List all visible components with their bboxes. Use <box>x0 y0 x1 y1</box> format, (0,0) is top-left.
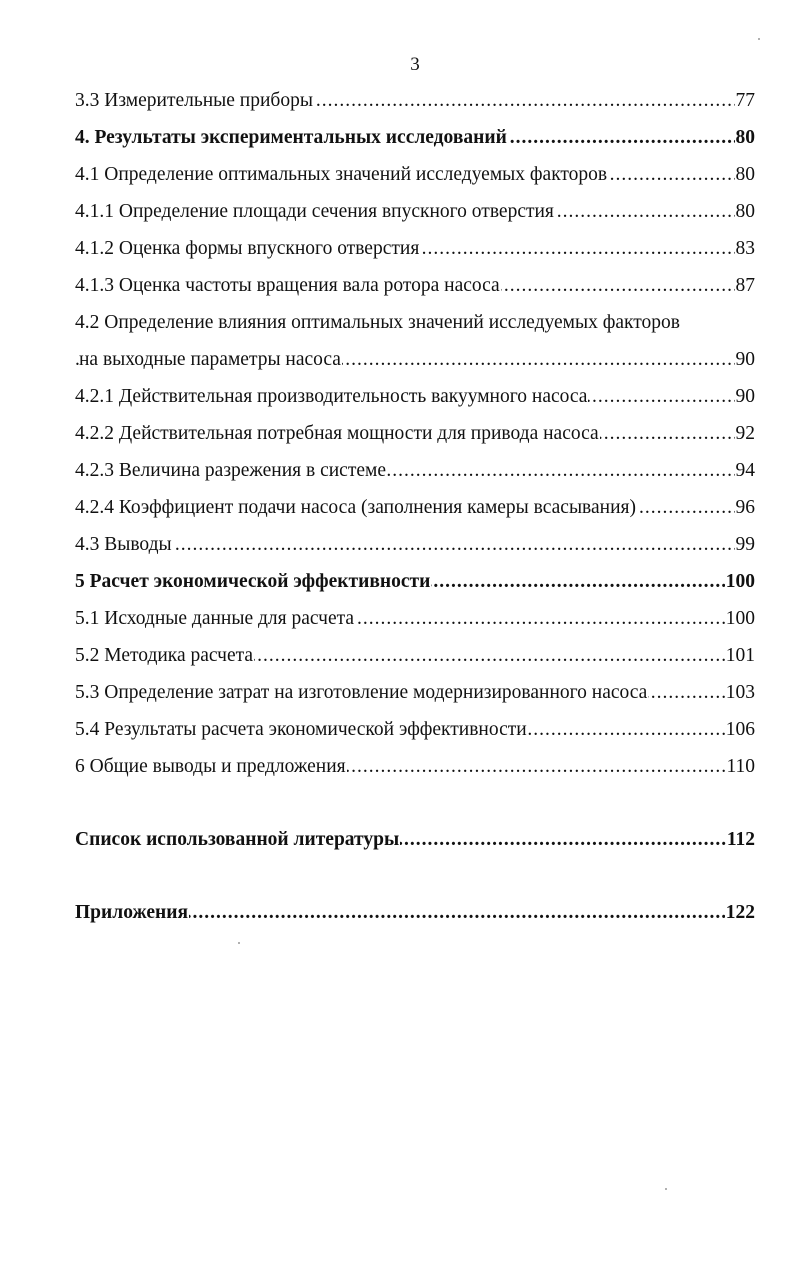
scan-speck <box>238 942 240 944</box>
toc-entry-5 <box>75 563 755 600</box>
toc-entry-page: 77 <box>735 82 756 119</box>
toc-entry-page: 87 <box>735 267 756 304</box>
toc-entry-page: 80 <box>735 119 756 156</box>
toc-entry-label: 5.1 Исходные данные для расчета <box>75 600 355 637</box>
toc-entry-label: 5.2 Методика расчета <box>75 637 254 674</box>
toc-entry-4-1 <box>75 156 755 193</box>
toc-entry-label: 4.2.4 Коэффициент подачи насоса (заполнения камеры всасывания) <box>75 489 637 526</box>
toc-entry-4-1-1 <box>75 193 755 230</box>
toc-entry-page: 90 <box>735 341 756 378</box>
toc-entry-page: 101 <box>725 637 755 674</box>
toc-entry-label: Список использованной литературы <box>75 821 400 858</box>
toc-entry-page: 100 <box>725 563 755 600</box>
toc-entry-label: на выходные параметры насоса <box>79 341 342 378</box>
toc-entry-references <box>75 821 755 858</box>
toc-entry-label: 4.2.3 Величина разрежения в системе <box>75 452 387 489</box>
toc-entry-page: 94 <box>735 452 756 489</box>
toc-entry-4-2-1 <box>75 378 755 415</box>
toc-entry-page: 103 <box>725 674 755 711</box>
toc-entry-label: 4.2.1 Действительная производительность вакуумного насоса <box>75 378 588 415</box>
toc-entry-4-2 <box>75 341 755 378</box>
toc-entry-4 <box>75 119 755 156</box>
toc-entry-page: 99 <box>735 526 756 563</box>
section-spacer <box>75 785 755 821</box>
toc-entry-page: 80 <box>735 193 756 230</box>
page-number: 3 <box>410 54 420 75</box>
toc-entry-3-3 <box>75 82 755 119</box>
toc-entry-4-3 <box>75 526 755 563</box>
table-of-contents <box>75 82 755 931</box>
toc-entry-label: 5 Расчет экономической эффективности <box>75 563 431 600</box>
dot-leader <box>75 526 755 563</box>
toc-entry-label: 4. Результаты экспериментальных исследований <box>75 119 508 156</box>
toc-entry-label: 5.4 Результаты расчета экономической эффективности <box>75 711 528 748</box>
toc-entry-label: 4.1.2 Оценка формы впускного отверстия <box>75 230 420 267</box>
toc-entry-page: 106 <box>725 711 755 748</box>
toc-entry-label: 4.3 Выводы <box>75 526 173 563</box>
toc-entry-page: 83 <box>735 230 756 267</box>
toc-entry-label: 4.2.2 Действительная потребная мощности для привода насоса <box>75 415 600 452</box>
toc-entry-4-2-2 <box>75 415 755 452</box>
toc-entry-label: 4.2 Определение влияния оптимальных значений исследуемых факторов <box>75 304 681 341</box>
toc-entry-appendices <box>75 894 755 931</box>
toc-entry-6 <box>75 748 755 785</box>
toc-entry-label: 4.1.3 Оценка частоты вращения вала ротора насоса <box>75 267 501 304</box>
toc-entry-page: 96 <box>735 489 756 526</box>
scan-speck <box>665 1188 667 1190</box>
toc-entry-5-4 <box>75 711 755 748</box>
toc-entry-page: 80 <box>735 156 756 193</box>
toc-entry-4-2-3 <box>75 452 755 489</box>
toc-entry-4-2-heading <box>75 304 755 341</box>
toc-entry-label: 4.1 Определение оптимальных значений исследуемых факторов <box>75 156 608 193</box>
toc-entry-label: 5.3 Определение затрат на изготовление модернизированного насоса <box>75 674 648 711</box>
toc-entry-page: 92 <box>735 415 756 452</box>
toc-entry-4-1-3 <box>75 267 755 304</box>
toc-entry-4-2-4 <box>75 489 755 526</box>
toc-entry-label: 3.3 Измерительные приборы <box>75 82 314 119</box>
toc-entry-5-2 <box>75 637 755 674</box>
toc-entry-label: Приложения <box>75 894 189 931</box>
toc-entry-page: 110 <box>725 748 755 785</box>
toc-entry-4-1-2 <box>75 230 755 267</box>
scan-speck <box>758 38 760 40</box>
section-spacer <box>75 858 755 894</box>
toc-entry-5-1 <box>75 600 755 637</box>
toc-entry-label: 6 Общие выводы и предложения <box>75 748 347 785</box>
toc-entry-page: 100 <box>725 600 755 637</box>
toc-entry-5-3 <box>75 674 755 711</box>
toc-entry-page: 90 <box>735 378 756 415</box>
toc-entry-page: 122 <box>725 894 755 931</box>
toc-entry-label: 4.1.1 Определение площади сечения впускного отверстия <box>75 193 555 230</box>
toc-entry-page: 112 <box>726 821 755 858</box>
